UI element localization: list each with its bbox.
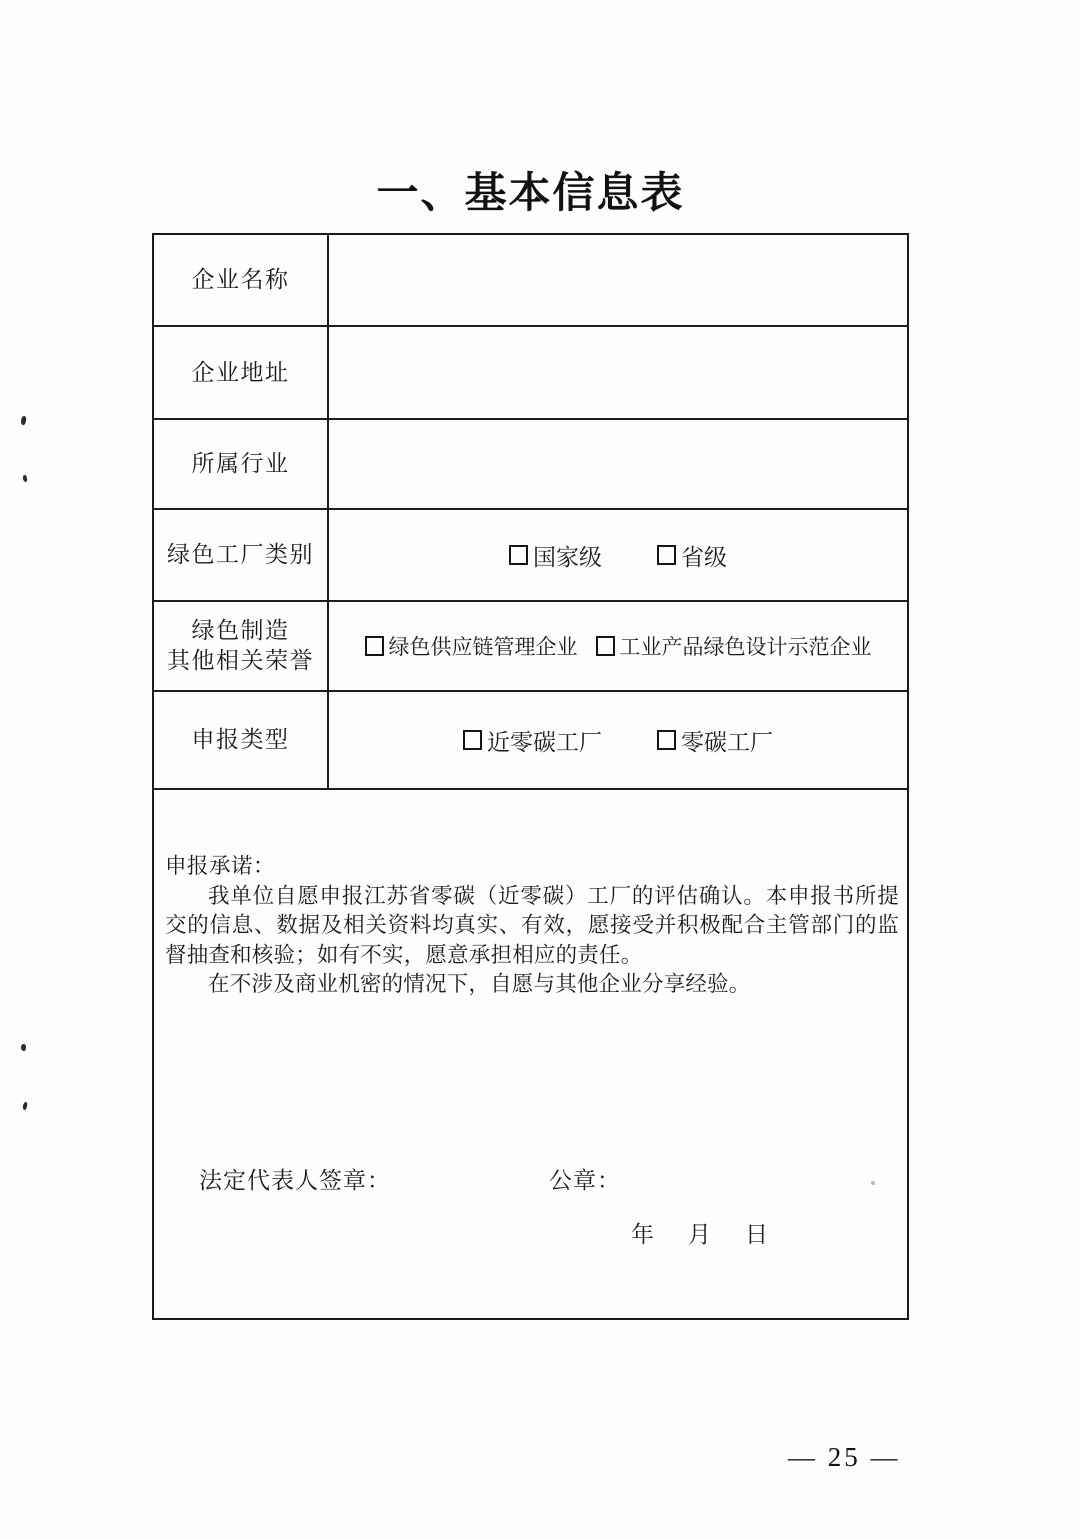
option-green-supply-chain-enterprise bbox=[365, 631, 578, 661]
declaration-cell bbox=[154, 788, 907, 1318]
checkbox-icon[interactable] bbox=[463, 730, 482, 750]
option-group-application-type bbox=[463, 724, 773, 757]
option-group-green-manufacturing-honors bbox=[365, 631, 872, 661]
option-label: 绿色供应链管理企业 bbox=[388, 635, 578, 659]
field-green-manufacturing-honors bbox=[329, 602, 907, 690]
date-day-label: 日 bbox=[745, 1222, 768, 1247]
scan-speck bbox=[20, 416, 27, 426]
row-label-company-address: 企业地址 bbox=[154, 327, 329, 418]
scan-speck bbox=[21, 1044, 27, 1051]
field-industry[interactable] bbox=[329, 420, 907, 508]
option-zero-carbon-factory bbox=[657, 724, 773, 757]
row-label-company-name: 企业名称 bbox=[154, 235, 329, 325]
table-row bbox=[154, 235, 907, 325]
field-company-address[interactable] bbox=[329, 327, 907, 418]
signature-line bbox=[154, 1166, 907, 1196]
date-year-label: 年 bbox=[631, 1222, 654, 1247]
basic-info-table bbox=[152, 233, 909, 1320]
row-label-line2: 其他相关荣誉 bbox=[167, 648, 314, 673]
table-row bbox=[154, 418, 907, 508]
scan-speck bbox=[22, 1102, 28, 1111]
page-title: 一、基本信息表 bbox=[376, 171, 685, 217]
option-label: 国家级 bbox=[533, 544, 602, 570]
option-label: 零碳工厂 bbox=[681, 729, 773, 755]
date-month-label: 月 bbox=[688, 1222, 711, 1247]
table-row bbox=[154, 325, 907, 418]
legal-representative-signature-label: 法定代表人签章： bbox=[199, 1168, 391, 1193]
row-label-application-type: 申报类型 bbox=[154, 692, 329, 788]
page-number: — 25 — bbox=[788, 1442, 901, 1472]
option-group-green-factory-category bbox=[509, 539, 727, 572]
scan-speck bbox=[23, 475, 28, 482]
checkbox-icon[interactable] bbox=[509, 545, 528, 565]
date-line bbox=[154, 1220, 907, 1250]
option-provincial-level bbox=[657, 539, 727, 572]
field-application-type bbox=[329, 692, 907, 788]
declaration-paragraph: 在不涉及商业机密的情况下，自愿与其他企业分享经验。 bbox=[208, 972, 751, 996]
checkbox-icon[interactable] bbox=[596, 636, 615, 656]
scan-speck bbox=[871, 1181, 875, 1185]
field-green-factory-category bbox=[329, 510, 907, 600]
option-green-design-demonstration-enterprise bbox=[596, 631, 872, 661]
option-label: 工业产品绿色设计示范企业 bbox=[619, 635, 872, 659]
declaration-heading: 申报承诺： bbox=[165, 854, 276, 878]
official-seal-label: 公章： bbox=[549, 1168, 621, 1193]
row-label-line1: 绿色制造 bbox=[191, 618, 290, 643]
table-row bbox=[154, 508, 907, 600]
option-label: 近零碳工厂 bbox=[487, 729, 602, 755]
row-label-green-factory-category: 绿色工厂类别 bbox=[154, 510, 329, 600]
checkbox-icon[interactable] bbox=[657, 730, 676, 750]
checkbox-icon[interactable] bbox=[657, 545, 676, 565]
checkbox-icon[interactable] bbox=[365, 636, 384, 656]
table-row bbox=[154, 600, 907, 690]
declaration-paragraph: 我单位自愿申报江苏省零碳（近零碳）工厂的评估确认。本申报书所提交的信息、数据及相关资料均真实、有效，愿接受并积极配合主管部门的监督抽查和核验；如有不实，愿意承担相应的责任。 bbox=[165, 883, 899, 967]
option-national-level bbox=[509, 539, 602, 572]
field-company-name[interactable] bbox=[329, 235, 907, 325]
row-label-industry: 所属行业 bbox=[154, 420, 329, 508]
row-label-green-manufacturing-honors bbox=[154, 602, 329, 690]
option-label: 省级 bbox=[681, 544, 727, 570]
option-near-zero-carbon-factory bbox=[463, 724, 602, 757]
table-row bbox=[154, 690, 907, 788]
